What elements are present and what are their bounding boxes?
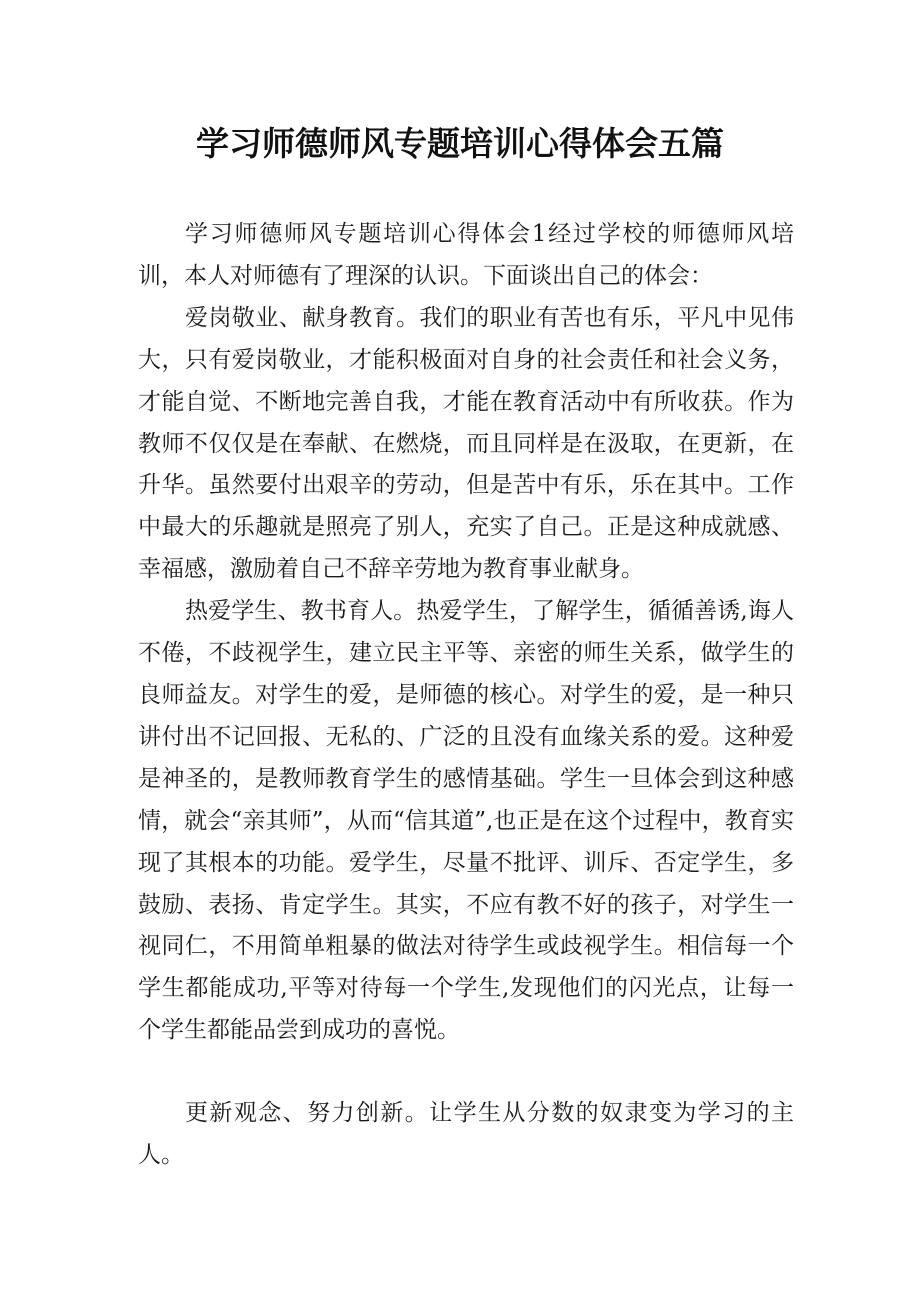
paragraph-love-students: 热爱学生、教书育人。热爱学生，了解学生，循循善诱,诲人不倦，不歧视学生，建立民主平等、亲密的师生关系，做学生的良师益友。对学生的爱，是师德的核心。对学生的爱，是一种只讲付出不记回报、无私的、广泛的且没有血缘关系的爱。这种爱是神圣的，是教师教育学生的感情基础。学生一旦体会到这种感情，就会“亲其师”，从而“信其道”,也正是在这个过程中，教育实现了其根本的功能。爱学生，尽量不批评、训斥、否定学生，多鼓励、表扬、肯定学生。其实，不应有教不好的孩子，对学生一视同仁，不用简单粗暴的做法对待学生或歧视学生。相信每一个学生都能成功,平等对待每一个学生,发现他们的闪光点，让每一个学生都能品尝到成功的喜悦。 <box>138 598 794 1044</box>
document-body <box>138 214 794 1177</box>
document-title: 学习师德师风专题培训心得体会五篇 <box>196 124 724 163</box>
paragraph-dedication: 爱岗敬业、献身教育。我们的职业有苦也有乐，平凡中见伟大，只有爱岗敬业，才能积极面对自身的社会责任和社会义务，才能自觉、不断地完善自我，才能在教育活动中有所收获。作为教师不仅仅是在奉献、在燃烧，而且同样是在汲取，在更新，在升华。虽然要付出艰辛的劳动，但是苦中有乐，乐在其中。工作中最大的乐趣就是照亮了别人，充实了自己。正是这种成就感、幸福感，激励着自己不辞辛劳地为教育事业献身。 <box>138 304 794 583</box>
paragraph-innovation: 更新观念、努力创新。让学生从分数的奴隶变为学习的主人。 <box>138 1100 794 1169</box>
paragraph-intro: 学习师德师风专题培训心得体会1经过学校的师德师风培训，本人对师德有了理深的认识。下面谈出自己的体会： <box>138 221 794 289</box>
